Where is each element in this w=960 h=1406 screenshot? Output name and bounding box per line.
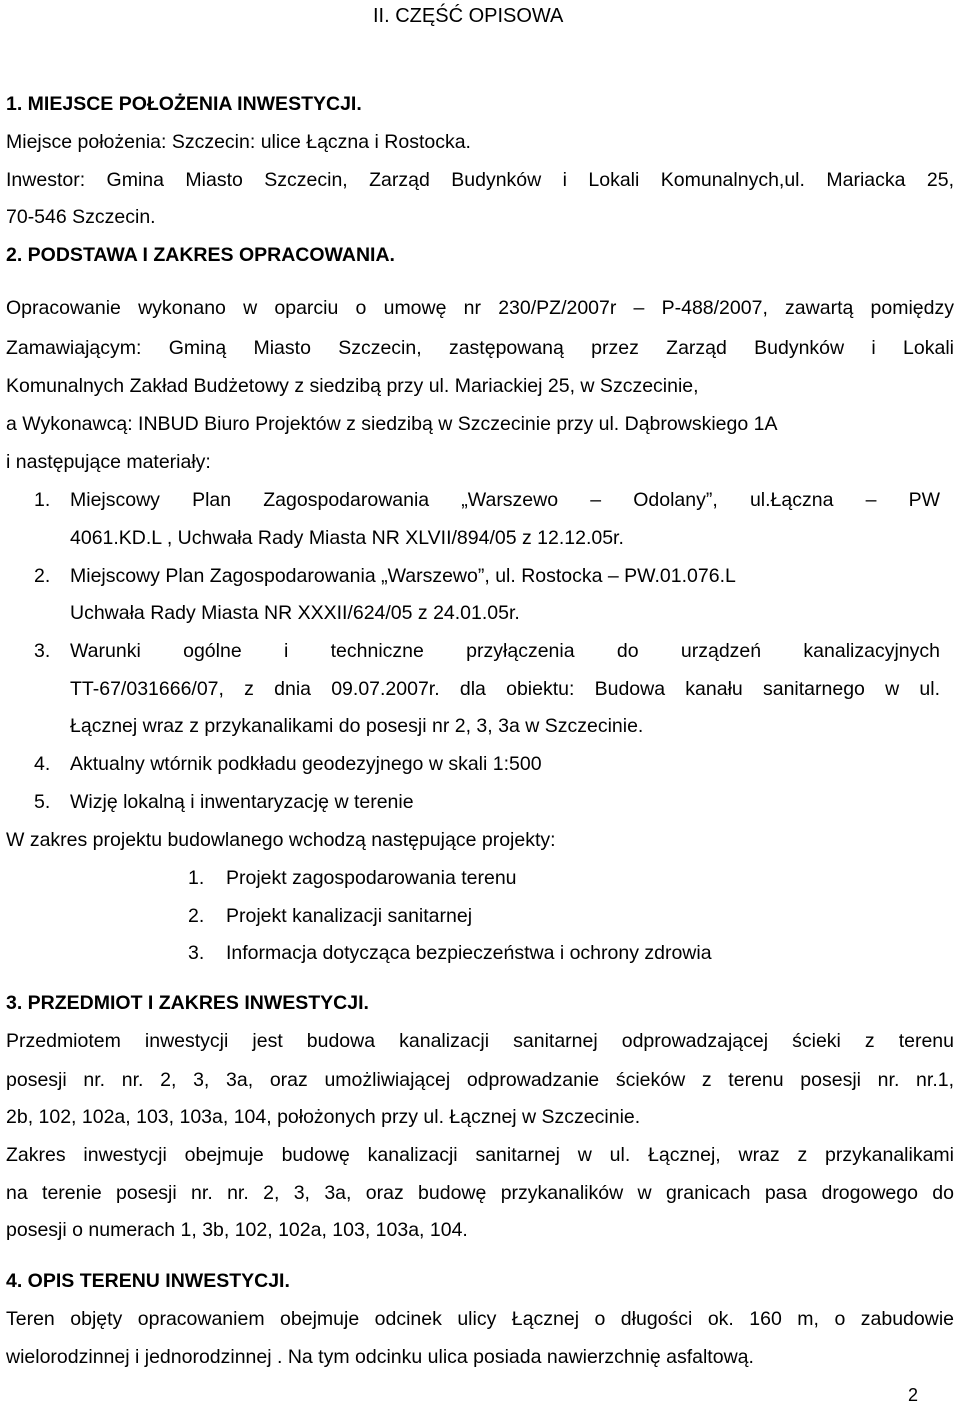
basis-paragraph-line: a Wykonawcą: INBUD Biuro Projektów z siedzibą w Szczecinie przy ul. Dąbrowskiego 1A <box>6 413 778 435</box>
basis-paragraph-line: Opracowanie wykonano w oparciu o umowę nr 230/PZ/2007r – P-488/2007, zawartą pomiędzy <box>6 297 954 319</box>
project-number: 1. <box>188 867 205 889</box>
material-number: 5. <box>34 791 51 813</box>
section-2-heading: 2. PODSTAWA I ZAKRES OPRACOWANIA. <box>6 244 395 266</box>
material-number: 3. <box>34 640 51 662</box>
material-item-cont: Łącznej wraz z przykanalikami do posesji nr 2, 3, 3a w Szczecinie. <box>70 715 644 737</box>
material-item: Miejscowy Plan Zagospodarowania „Warszewo – Odolany”, ul.Łączna – PW <box>70 489 940 511</box>
subject-paragraph-line: 2b, 102, 102a, 103, 103a, 104, położonych przy ul. Łącznej w Szczecinie. <box>6 1106 641 1128</box>
location-line: Miejsce położenia: Szczecin: ulice Łączna i Rostocka. <box>6 131 471 153</box>
terrain-paragraph-line: wielorodzinnej i jednorodzinnej . Na tym odcinku ulica posiada nawierzchnię asfaltową. <box>6 1346 754 1368</box>
basis-paragraph-line: Komunalnych Zakład Budżetowy z siedzibą przy ul. Mariackiej 25, w Szczecinie, <box>6 375 699 397</box>
material-number: 1. <box>34 489 51 511</box>
subject-paragraph-line: Zakres inwestycji obejmuje budowę kanalizacji sanitarnej w ul. Łącznej, wraz z przykanalikami <box>6 1144 954 1166</box>
subject-paragraph-line: na terenie posesji nr. nr. 2, 3, 3a, oraz budowę przykanalików w granicach pasa drogowego do <box>6 1182 954 1204</box>
terrain-paragraph-line: Teren objęty opracowaniem obejmuje odcinek ulicy Łącznej o długości ok. 160 m, o zabudowie <box>6 1308 954 1330</box>
material-number: 2. <box>34 565 51 587</box>
basis-paragraph-line: i następujące materiały: <box>6 451 211 473</box>
scope-intro: W zakres projektu budowlanego wchodzą następujące projekty: <box>6 829 556 851</box>
project-number: 2. <box>188 905 205 927</box>
section-3-heading: 3. PRZEDMIOT I ZAKRES INWESTYCJI. <box>6 992 369 1014</box>
section-1-heading: 1. MIEJSCE POŁOŻENIA INWESTYCJI. <box>6 93 362 115</box>
project-item: Projekt zagospodarowania terenu <box>226 867 517 889</box>
material-item: Aktualny wtórnik podkładu geodezyjnego w skali 1:500 <box>70 753 542 775</box>
project-number: 3. <box>188 942 205 964</box>
subject-paragraph-line: posesji nr. nr. 2, 3, 3a, oraz umożliwiającej odprowadzanie ścieków z terenu posesji nr. nr.1, <box>6 1069 954 1091</box>
subject-paragraph-line: Przedmiotem inwestycji jest budowa kanalizacji sanitarnej odprowadzającej ścieki z terenu <box>6 1030 954 1052</box>
material-item-cont: Uchwała Rady Miasta NR XXXII/624/05 z 24.01.05r. <box>70 602 520 624</box>
material-item-cont: TT-67/031666/07, z dnia 09.07.2007r. dla obiektu: Budowa kanału sanitarnego w ul. <box>70 678 940 700</box>
material-item: Miejscowy Plan Zagospodarowania „Warszewo”, ul. Rostocka – PW.01.076.L <box>70 565 736 587</box>
page-number: 2 <box>908 1385 919 1405</box>
material-number: 4. <box>34 753 51 775</box>
page-title: II. CZĘŚĆ OPISOWA <box>373 5 564 27</box>
section-4-heading: 4. OPIS TERENU INWESTYCJI. <box>6 1270 290 1292</box>
subject-paragraph-line: posesji o numerach 1, 3b, 102, 102a, 103, 103a, 104. <box>6 1219 468 1241</box>
investor-address-line: 70-546 Szczecin. <box>6 206 156 228</box>
material-item: Warunki ogólne i techniczne przyłączenia do urządzeń kanalizacyjnych <box>70 640 940 662</box>
material-item: Wizję lokalną i inwentaryzację w terenie <box>70 791 414 813</box>
investor-line: Inwestor: Gmina Miasto Szczecin, Zarząd Budynków i Lokali Komunalnych,ul. Mariacka 25, <box>6 169 954 191</box>
basis-paragraph-line: Zamawiającym: Gminą Miasto Szczecin, zastępowaną przez Zarząd Budynków i Lokali <box>6 337 954 359</box>
project-item: Informacja dotycząca bezpieczeństwa i ochrony zdrowia <box>226 942 712 964</box>
material-item-cont: 4061.KD.L , Uchwała Rady Miasta NR XLVII/894/05 z 12.12.05r. <box>70 527 624 549</box>
project-item: Projekt kanalizacji sanitarnej <box>226 905 473 927</box>
